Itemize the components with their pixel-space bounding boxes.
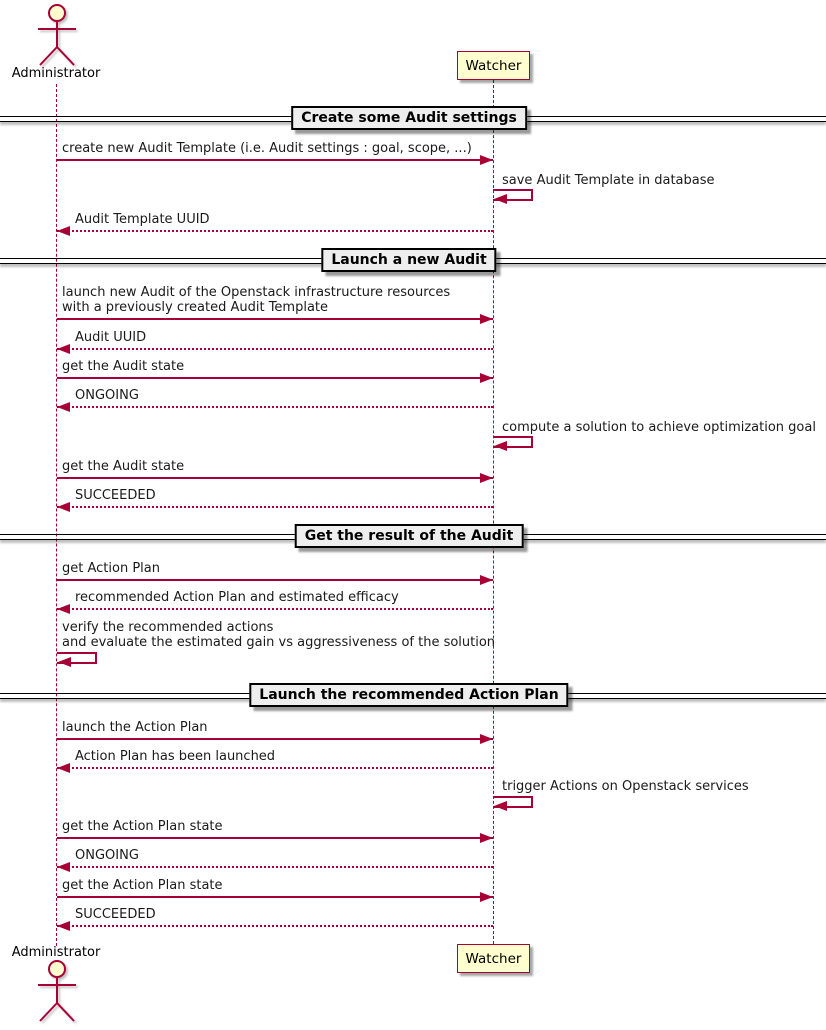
arrowhead-right-icon <box>480 833 493 843</box>
message-label: ONGOING <box>75 848 139 863</box>
watcher-label-bottom: Watcher <box>465 950 522 967</box>
message-arrow <box>57 896 493 898</box>
arrowhead-left-icon <box>494 194 507 204</box>
message-arrow <box>57 159 493 161</box>
arrowhead-left-icon <box>494 801 507 811</box>
message-arrow <box>57 608 493 610</box>
administrator-label-top: Administrator <box>11 66 101 81</box>
arrowhead-left-icon <box>57 226 70 236</box>
message-label: get the Audit state <box>62 359 185 374</box>
message-label: Action Plan has been launched <box>75 749 276 764</box>
arrowhead-left-icon <box>57 402 70 412</box>
self-message-label: save Audit Template in database <box>502 173 715 188</box>
arrowhead-right-icon <box>480 373 493 383</box>
arrowhead-left-icon <box>58 657 71 667</box>
administrator-actor-icon <box>34 3 80 67</box>
divider-get-result-audit: Get the result of the Audit <box>295 524 524 548</box>
message-arrow <box>57 579 493 581</box>
arrowhead-right-icon <box>480 155 493 165</box>
message-arrow <box>57 318 493 320</box>
message-label: launch new Audit of the Openstack infrastructure resources with a previously created Audit Template <box>62 285 451 315</box>
message-label: SUCCEEDED <box>75 907 156 922</box>
arrowhead-left-icon <box>494 441 507 451</box>
message-arrow <box>57 477 493 479</box>
message-label: get Action Plan <box>62 561 160 576</box>
message-arrow <box>57 348 493 350</box>
watcher-participant-bottom <box>457 944 530 973</box>
arrowhead-left-icon <box>57 604 70 614</box>
message-arrow <box>57 925 493 927</box>
message-arrow <box>57 377 493 379</box>
arrowhead-right-icon <box>480 892 493 902</box>
arrowhead-left-icon <box>57 862 70 872</box>
arrowhead-right-icon <box>480 473 493 483</box>
arrowhead-left-icon <box>57 763 70 773</box>
arrowhead-left-icon <box>57 921 70 931</box>
arrowhead-right-icon <box>480 575 493 585</box>
divider-launch-action-plan: Launch the recommended Action Plan <box>249 683 568 707</box>
arrowhead-left-icon <box>57 344 70 354</box>
message-label: Audit Template UUID <box>75 212 210 227</box>
watcher-label-top: Watcher <box>465 57 522 74</box>
message-arrow <box>57 837 493 839</box>
self-message-label: compute a solution to achieve optimization goal <box>502 420 816 435</box>
message-label: recommended Action Plan and estimated efficacy <box>75 590 399 605</box>
message-label: get the Action Plan state <box>62 878 223 893</box>
message-label: Audit UUID <box>75 330 147 345</box>
administrator-lifeline <box>56 84 57 946</box>
self-message-label: trigger Actions on Openstack services <box>502 779 749 794</box>
message-arrow <box>57 506 493 508</box>
message-arrow <box>57 406 493 408</box>
watcher-participant-top <box>457 51 530 80</box>
arrowhead-right-icon <box>480 734 493 744</box>
message-label: create new Audit Template (i.e. Audit settings : goal, scope, ...) <box>62 141 472 156</box>
message-label: get the Action Plan state <box>62 819 223 834</box>
watcher-lifeline <box>493 80 494 944</box>
message-label: ONGOING <box>75 388 139 403</box>
divider-launch-new-audit: Launch a new Audit <box>321 248 496 272</box>
message-arrow <box>57 230 493 232</box>
message-label: SUCCEEDED <box>75 488 156 503</box>
divider-create-audit-settings: Create some Audit settings <box>291 106 527 130</box>
arrowhead-right-icon <box>480 314 493 324</box>
message-label: launch the Action Plan <box>62 720 208 735</box>
message-arrow <box>57 866 493 868</box>
message-arrow <box>57 767 493 769</box>
message-label: get the Audit state <box>62 459 185 474</box>
self-message-label: verify the recommended actions and evaluate the estimated gain vs aggressiveness of the solution <box>62 620 496 650</box>
arrowhead-left-icon <box>57 502 70 512</box>
message-arrow <box>57 738 493 740</box>
administrator-label-bottom: Administrator <box>11 945 101 960</box>
administrator-actor-icon <box>34 959 80 1023</box>
